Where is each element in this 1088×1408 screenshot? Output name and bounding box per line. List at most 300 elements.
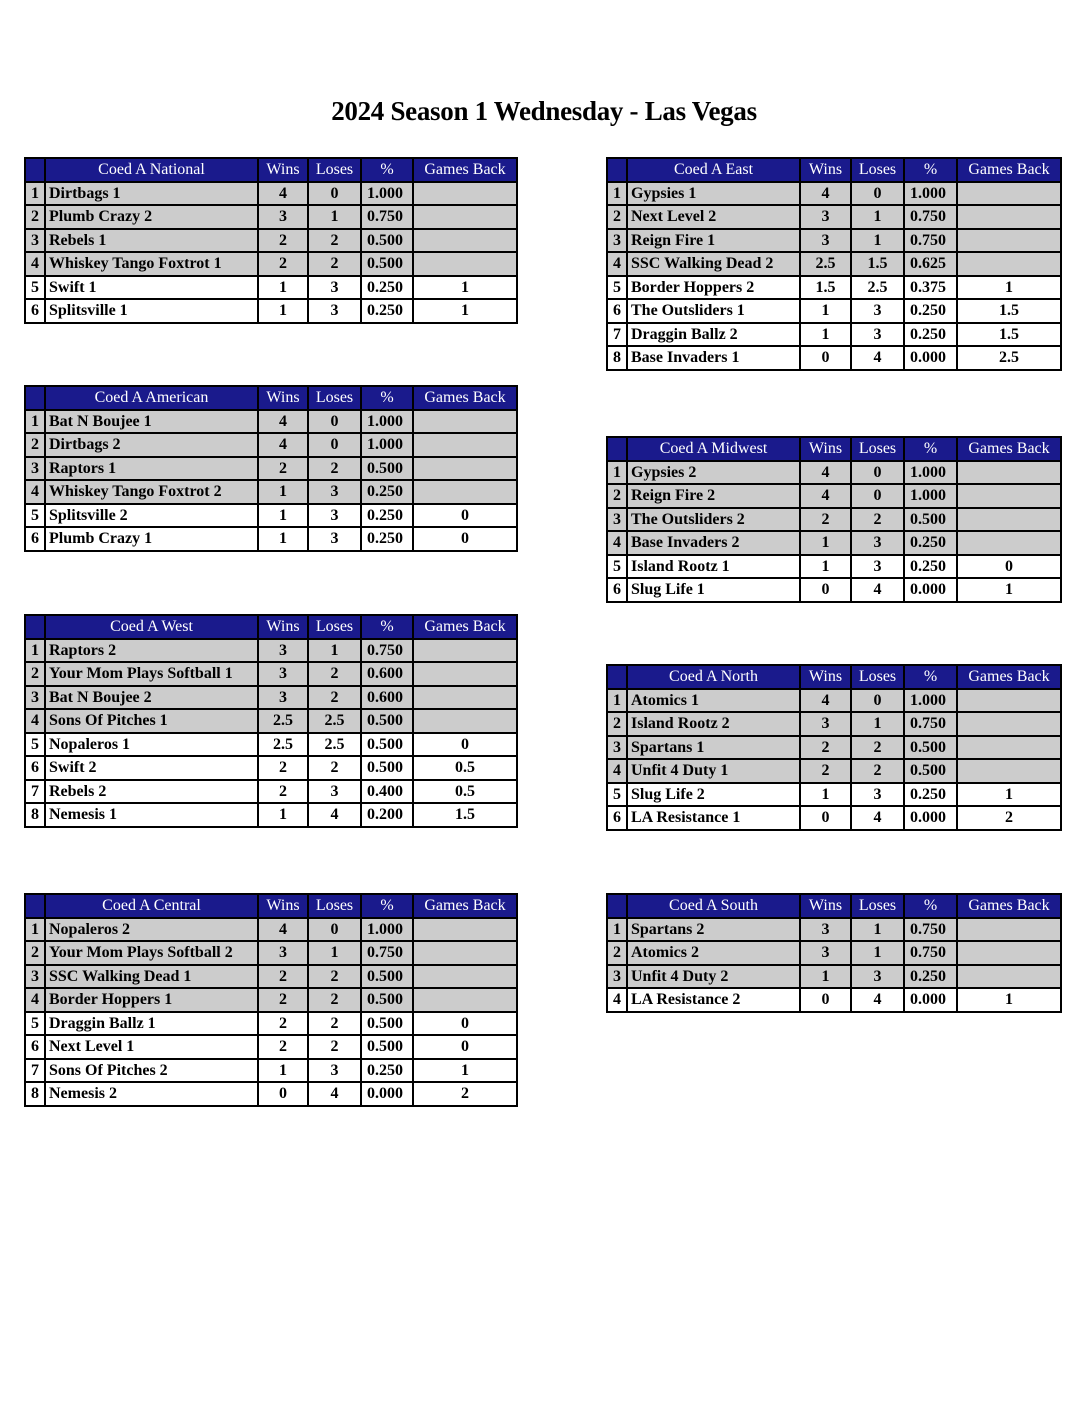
team-name-cell: Nemesis 1 (45, 803, 258, 827)
pct-cell: 0.600 (361, 686, 413, 710)
games-back-cell: 1 (413, 299, 517, 323)
games-back-cell (413, 941, 517, 965)
table-header-row (607, 158, 1061, 182)
rank-header (607, 665, 627, 689)
rank-cell: 6 (25, 756, 45, 780)
division-name: Coed A West (45, 615, 258, 639)
wins-cell: 1 (800, 555, 851, 579)
rank-cell: 3 (25, 965, 45, 989)
loses-cell: 2.5 (308, 709, 361, 733)
loses-cell: 4 (851, 578, 904, 602)
wins-cell: 1 (258, 480, 308, 504)
wins-header: Wins (258, 894, 308, 918)
games-back-cell (413, 433, 517, 457)
games-back-cell (413, 182, 517, 206)
pct-cell: 0.250 (904, 555, 957, 579)
pct-cell: 0.500 (361, 252, 413, 276)
team-name-cell: Gypsies 2 (627, 461, 800, 485)
team-name-cell: The Outsliders 2 (627, 508, 800, 532)
wins-cell: 2 (800, 759, 851, 783)
table-header-row (25, 615, 517, 639)
games-back-cell (413, 480, 517, 504)
games-back-cell: 1.5 (957, 323, 1061, 347)
pct-header: % (361, 894, 413, 918)
division-name: Coed A American (45, 386, 258, 410)
team-name-cell: Your Mom Plays Softball 1 (45, 662, 258, 686)
wins-header: Wins (800, 437, 851, 461)
wins-cell: 2 (258, 965, 308, 989)
pct-cell: 1.000 (904, 461, 957, 485)
table-header-row (25, 894, 517, 918)
table-row (607, 783, 1061, 807)
table-row (607, 229, 1061, 253)
rank-cell: 2 (607, 205, 627, 229)
pct-cell: 0.250 (904, 299, 957, 323)
rank-cell: 3 (607, 229, 627, 253)
table-row (25, 941, 517, 965)
table-row (607, 988, 1061, 1012)
pct-cell: 0.200 (361, 803, 413, 827)
games-back-cell (413, 205, 517, 229)
loses-cell: 0 (308, 918, 361, 942)
loses-cell: 2 (308, 457, 361, 481)
rank-cell: 1 (607, 689, 627, 713)
loses-header: Loses (308, 158, 361, 182)
pct-cell: 0.625 (904, 252, 957, 276)
loses-cell: 1 (308, 941, 361, 965)
team-name-cell: Unfit 4 Duty 2 (627, 965, 800, 989)
games-back-cell (957, 689, 1061, 713)
pct-header: % (361, 615, 413, 639)
pct-cell: 0.750 (904, 229, 957, 253)
pct-cell: 0.400 (361, 780, 413, 804)
loses-cell: 3 (308, 276, 361, 300)
loses-cell: 3 (851, 783, 904, 807)
loses-cell: 1 (308, 639, 361, 663)
games-back-header: Games Back (413, 615, 517, 639)
rank-header (25, 386, 45, 410)
pct-cell: 1.000 (361, 918, 413, 942)
wins-cell: 3 (800, 918, 851, 942)
games-back-header: Games Back (957, 665, 1061, 689)
division-name: Coed A North (627, 665, 800, 689)
pct-cell: 0.750 (361, 941, 413, 965)
team-name-cell: Rebels 1 (45, 229, 258, 253)
wins-cell: 1 (800, 299, 851, 323)
rank-cell: 1 (25, 639, 45, 663)
table-row (25, 639, 517, 663)
table-row (607, 965, 1061, 989)
team-name-cell: Reign Fire 2 (627, 484, 800, 508)
pct-cell: 0.250 (361, 299, 413, 323)
wins-cell: 2 (258, 756, 308, 780)
team-name-cell: Atomics 1 (627, 689, 800, 713)
team-name-cell: Your Mom Plays Softball 2 (45, 941, 258, 965)
rank-header (25, 894, 45, 918)
games-back-header: Games Back (413, 386, 517, 410)
games-back-cell (413, 410, 517, 434)
team-name-cell: Sons Of Pitches 2 (45, 1059, 258, 1083)
loses-cell: 0 (308, 410, 361, 434)
rank-cell: 3 (607, 736, 627, 760)
pct-cell: 0.500 (361, 733, 413, 757)
games-back-cell (413, 918, 517, 942)
table-row (607, 508, 1061, 532)
loses-cell: 0 (851, 461, 904, 485)
team-name-cell: Border Hoppers 1 (45, 988, 258, 1012)
rank-cell: 2 (25, 433, 45, 457)
wins-cell: 4 (800, 461, 851, 485)
games-back-cell (413, 988, 517, 1012)
table-row (25, 299, 517, 323)
rank-cell: 5 (25, 504, 45, 528)
table-row (607, 712, 1061, 736)
table-row (25, 733, 517, 757)
loses-cell: 0 (851, 182, 904, 206)
wins-cell: 1 (258, 299, 308, 323)
games-back-cell: 0 (413, 733, 517, 757)
loses-header: Loses (851, 665, 904, 689)
loses-cell: 1 (308, 205, 361, 229)
table-header-row (607, 437, 1061, 461)
pct-cell: 0.500 (904, 508, 957, 532)
table-row (25, 1082, 517, 1106)
team-name-cell: Bat N Boujee 2 (45, 686, 258, 710)
games-back-cell: 1 (957, 276, 1061, 300)
games-back-cell: 0.5 (413, 780, 517, 804)
pct-header: % (904, 894, 957, 918)
rank-cell: 4 (607, 759, 627, 783)
table-row (607, 918, 1061, 942)
division-name: Coed A Midwest (627, 437, 800, 461)
rank-cell: 1 (25, 918, 45, 942)
wins-cell: 4 (258, 433, 308, 457)
loses-header: Loses (308, 894, 361, 918)
wins-cell: 4 (258, 410, 308, 434)
loses-cell: 2 (308, 252, 361, 276)
team-name-cell: Splitsville 2 (45, 504, 258, 528)
wins-header: Wins (258, 386, 308, 410)
wins-header: Wins (800, 665, 851, 689)
wins-cell: 1 (258, 1059, 308, 1083)
wins-cell: 1 (258, 504, 308, 528)
rank-cell: 6 (25, 527, 45, 551)
wins-cell: 3 (800, 205, 851, 229)
team-name-cell: Swift 2 (45, 756, 258, 780)
wins-cell: 4 (258, 182, 308, 206)
pct-cell: 0.000 (904, 346, 957, 370)
pct-cell: 0.750 (904, 918, 957, 942)
games-back-cell (957, 252, 1061, 276)
rank-cell: 5 (25, 1012, 45, 1036)
loses-cell: 2 (308, 229, 361, 253)
table-row (607, 182, 1061, 206)
team-name-cell: Raptors 1 (45, 457, 258, 481)
standings-table-coed-a-north (606, 664, 1062, 831)
loses-cell: 3 (851, 323, 904, 347)
team-name-cell: Plumb Crazy 2 (45, 205, 258, 229)
loses-cell: 3 (851, 965, 904, 989)
table-row (607, 759, 1061, 783)
team-name-cell: Dirtbags 2 (45, 433, 258, 457)
games-back-cell (957, 182, 1061, 206)
wins-cell: 1 (258, 527, 308, 551)
division-name: Coed A National (45, 158, 258, 182)
team-name-cell: Unfit 4 Duty 1 (627, 759, 800, 783)
team-name-cell: Border Hoppers 2 (627, 276, 800, 300)
table-row (25, 1059, 517, 1083)
loses-cell: 2 (851, 508, 904, 532)
table-row (607, 689, 1061, 713)
wins-cell: 3 (800, 941, 851, 965)
rank-cell: 3 (607, 965, 627, 989)
table-row (25, 988, 517, 1012)
team-name-cell: Gypsies 1 (627, 182, 800, 206)
team-name-cell: Next Level 2 (627, 205, 800, 229)
wins-cell: 1 (800, 783, 851, 807)
standings-table-coed-a-national (24, 157, 518, 324)
wins-cell: 4 (800, 689, 851, 713)
rank-cell: 3 (25, 457, 45, 481)
rank-cell: 4 (607, 988, 627, 1012)
team-name-cell: Base Invaders 1 (627, 346, 800, 370)
loses-header: Loses (851, 437, 904, 461)
wins-header: Wins (800, 158, 851, 182)
loses-cell: 2.5 (308, 733, 361, 757)
loses-cell: 2 (308, 686, 361, 710)
division-name: Coed A Central (45, 894, 258, 918)
team-name-cell: Spartans 1 (627, 736, 800, 760)
table-row (25, 433, 517, 457)
team-name-cell: Raptors 2 (45, 639, 258, 663)
table-row (25, 662, 517, 686)
table-row (25, 686, 517, 710)
pct-cell: 1.000 (904, 182, 957, 206)
table-row (607, 461, 1061, 485)
loses-cell: 3 (308, 527, 361, 551)
games-back-cell (957, 484, 1061, 508)
standings-table-coed-a-central (24, 893, 518, 1107)
wins-header: Wins (258, 158, 308, 182)
table-row (25, 252, 517, 276)
wins-cell: 2 (258, 780, 308, 804)
rank-header (607, 437, 627, 461)
games-back-cell (957, 205, 1061, 229)
pct-header: % (361, 158, 413, 182)
pct-header: % (904, 665, 957, 689)
team-name-cell: Nopaleros 2 (45, 918, 258, 942)
wins-cell: 3 (258, 686, 308, 710)
games-back-cell (413, 639, 517, 663)
loses-cell: 3 (308, 299, 361, 323)
games-back-cell (957, 508, 1061, 532)
wins-cell: 0 (800, 806, 851, 830)
team-name-cell: SSC Walking Dead 1 (45, 965, 258, 989)
games-back-cell: 1.5 (957, 299, 1061, 323)
wins-cell: 3 (258, 205, 308, 229)
table-header-row (25, 386, 517, 410)
wins-cell: 0 (800, 346, 851, 370)
pct-cell: 0.000 (361, 1082, 413, 1106)
table-row (607, 736, 1061, 760)
rank-cell: 6 (607, 578, 627, 602)
table-row (607, 276, 1061, 300)
table-row (607, 323, 1061, 347)
games-back-header: Games Back (957, 894, 1061, 918)
rank-cell: 6 (607, 806, 627, 830)
division-name: Coed A East (627, 158, 800, 182)
team-name-cell: Atomics 2 (627, 941, 800, 965)
loses-cell: 2 (308, 662, 361, 686)
pct-cell: 0.250 (904, 965, 957, 989)
team-name-cell: Nopaleros 1 (45, 733, 258, 757)
rank-cell: 2 (25, 662, 45, 686)
pct-cell: 0.750 (904, 205, 957, 229)
pct-cell: 0.250 (904, 323, 957, 347)
loses-cell: 3 (851, 555, 904, 579)
table-row (25, 480, 517, 504)
loses-cell: 2 (308, 1012, 361, 1036)
games-back-cell: 0 (413, 504, 517, 528)
rank-cell: 2 (25, 941, 45, 965)
games-back-cell: 1 (957, 578, 1061, 602)
team-name-cell: Slug Life 2 (627, 783, 800, 807)
games-back-cell: 1.5 (413, 803, 517, 827)
wins-cell: 3 (258, 941, 308, 965)
pct-cell: 0.250 (361, 276, 413, 300)
rank-cell: 2 (607, 484, 627, 508)
rank-cell: 3 (25, 229, 45, 253)
loses-cell: 2 (308, 965, 361, 989)
table-row (607, 205, 1061, 229)
rank-header (607, 894, 627, 918)
pct-header: % (361, 386, 413, 410)
loses-header: Loses (308, 386, 361, 410)
rank-cell: 1 (607, 461, 627, 485)
rank-header (607, 158, 627, 182)
pct-cell: 1.000 (361, 410, 413, 434)
table-header-row (25, 158, 517, 182)
wins-cell: 1 (258, 803, 308, 827)
table-header-row (607, 894, 1061, 918)
loses-cell: 1 (851, 205, 904, 229)
table-row (25, 780, 517, 804)
wins-cell: 1.5 (800, 276, 851, 300)
pct-cell: 0.500 (361, 229, 413, 253)
rank-cell: 4 (25, 709, 45, 733)
games-back-cell: 2.5 (957, 346, 1061, 370)
loses-cell: 1 (851, 918, 904, 942)
team-name-cell: The Outsliders 1 (627, 299, 800, 323)
table-row (25, 410, 517, 434)
team-name-cell: LA Resistance 2 (627, 988, 800, 1012)
pct-cell: 1.000 (361, 433, 413, 457)
table-row (607, 252, 1061, 276)
loses-cell: 4 (851, 346, 904, 370)
loses-cell: 1 (851, 712, 904, 736)
games-back-cell (413, 229, 517, 253)
wins-cell: 2 (258, 1012, 308, 1036)
table-row (607, 346, 1061, 370)
table-row (25, 504, 517, 528)
table-row (607, 531, 1061, 555)
loses-cell: 3 (851, 299, 904, 323)
team-name-cell: Whiskey Tango Foxtrot 1 (45, 252, 258, 276)
games-back-cell: 2 (957, 806, 1061, 830)
games-back-header: Games Back (957, 158, 1061, 182)
rank-cell: 4 (25, 252, 45, 276)
wins-cell: 2 (258, 988, 308, 1012)
wins-cell: 2 (258, 457, 308, 481)
pct-cell: 0.750 (361, 639, 413, 663)
loses-cell: 0 (851, 689, 904, 713)
loses-cell: 1 (851, 941, 904, 965)
games-back-cell: 1 (413, 276, 517, 300)
pct-cell: 0.750 (904, 712, 957, 736)
wins-cell: 2.5 (258, 733, 308, 757)
team-name-cell: Dirtbags 1 (45, 182, 258, 206)
team-name-cell: Splitsville 1 (45, 299, 258, 323)
pct-cell: 0.750 (361, 205, 413, 229)
loses-cell: 3 (308, 480, 361, 504)
games-back-cell: 1 (413, 1059, 517, 1083)
table-row (25, 1035, 517, 1059)
loses-header: Loses (308, 615, 361, 639)
team-name-cell: Rebels 2 (45, 780, 258, 804)
games-back-cell (957, 712, 1061, 736)
loses-cell: 4 (308, 1082, 361, 1106)
table-row (25, 182, 517, 206)
loses-cell: 0 (851, 484, 904, 508)
rank-cell: 7 (25, 780, 45, 804)
wins-header: Wins (800, 894, 851, 918)
games-back-cell (413, 252, 517, 276)
loses-cell: 4 (851, 988, 904, 1012)
pct-header: % (904, 437, 957, 461)
rank-cell: 4 (25, 988, 45, 1012)
rank-cell: 4 (607, 252, 627, 276)
rank-cell: 4 (25, 480, 45, 504)
games-back-cell: 1 (957, 988, 1061, 1012)
rank-cell: 1 (25, 410, 45, 434)
loses-cell: 2 (308, 1035, 361, 1059)
wins-cell: 1 (800, 531, 851, 555)
loses-cell: 4 (308, 803, 361, 827)
games-back-cell (413, 662, 517, 686)
pct-header: % (904, 158, 957, 182)
games-back-cell (957, 229, 1061, 253)
team-name-cell: Slug Life 1 (627, 578, 800, 602)
pct-cell: 0.000 (904, 578, 957, 602)
pct-cell: 0.250 (904, 531, 957, 555)
wins-cell: 0 (800, 578, 851, 602)
wins-cell: 4 (800, 182, 851, 206)
pct-cell: 0.500 (361, 457, 413, 481)
pct-cell: 0.250 (904, 783, 957, 807)
rank-cell: 7 (25, 1059, 45, 1083)
team-name-cell: Island Rootz 2 (627, 712, 800, 736)
team-name-cell: Base Invaders 2 (627, 531, 800, 555)
loses-header: Loses (851, 158, 904, 182)
standings-table-coed-a-west (24, 614, 518, 828)
wins-cell: 1 (258, 276, 308, 300)
table-row (607, 555, 1061, 579)
page-title: 2024 Season 1 Wednesday - Las Vegas (331, 96, 757, 126)
table-row (25, 756, 517, 780)
loses-cell: 2 (308, 988, 361, 1012)
wins-cell: 0 (800, 988, 851, 1012)
loses-cell: 3 (851, 531, 904, 555)
